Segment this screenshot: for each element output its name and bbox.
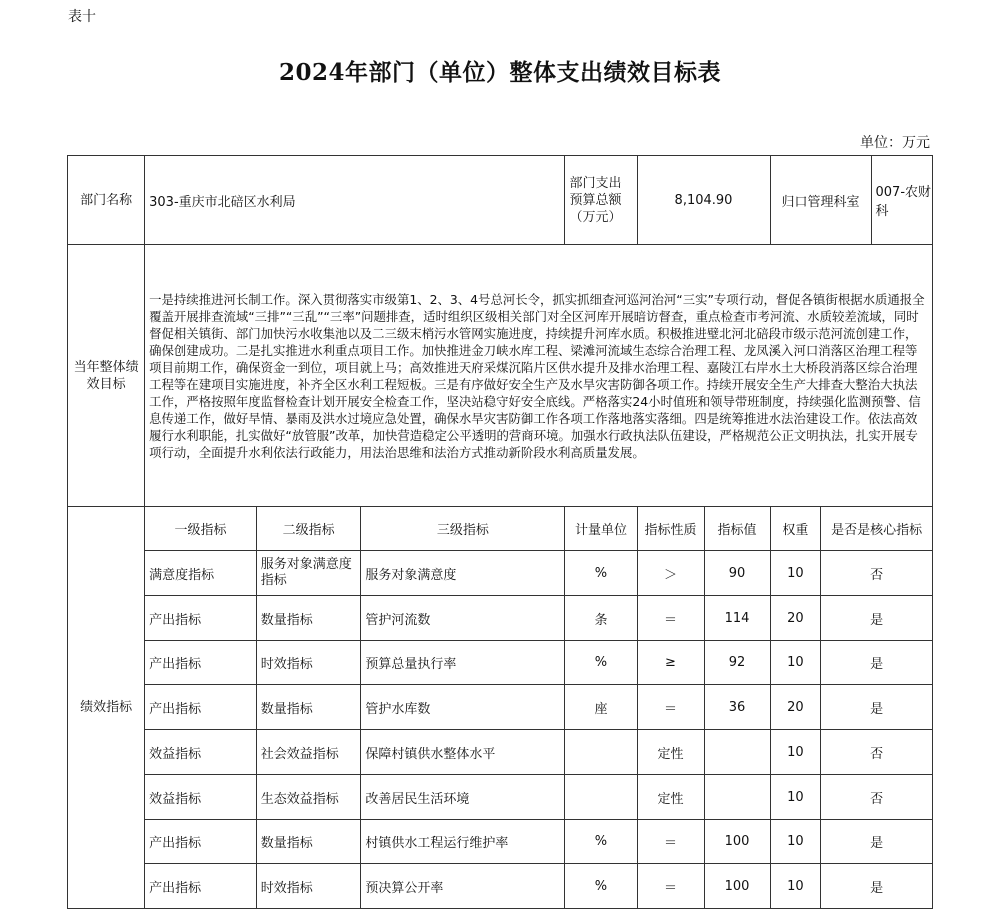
level2-cell: 时效指标	[256, 641, 361, 685]
level1-cell: 产出指标	[145, 596, 257, 641]
value-cell	[704, 775, 770, 820]
level2-cell: 数量指标	[256, 596, 361, 641]
weight-cell: 10	[770, 641, 821, 685]
table-row	[68, 820, 933, 864]
dept-name-value: 303-重庆市北碚区水利局	[145, 156, 565, 245]
unit-cell	[565, 775, 637, 820]
header-nature: 指标性质	[637, 507, 704, 551]
header-unit: 计量单位	[565, 507, 637, 551]
indicator-section-label: 绩效指标	[68, 507, 145, 909]
mgmt-dept-value: 007-农财科	[875, 185, 932, 219]
header-level2: 二级指标	[256, 507, 361, 551]
nature-cell: ＝	[637, 820, 704, 864]
value-cell: 100	[704, 820, 770, 864]
weight-cell: 20	[770, 596, 821, 641]
header-weight: 权重	[770, 507, 821, 551]
core-cell: 否	[821, 775, 933, 820]
weight-cell: 10	[770, 551, 821, 596]
level1-cell: 效益指标	[145, 730, 257, 775]
level3-cell: 服务对象满意度	[361, 551, 565, 596]
level2-cell: 社会效益指标	[256, 730, 361, 775]
table-row	[68, 685, 933, 730]
indicator-header-row	[68, 507, 933, 551]
value-cell: 100	[704, 864, 770, 909]
unit-cell: %	[565, 551, 637, 596]
core-cell: 否	[821, 551, 933, 596]
level2-cell: 生态效益指标	[256, 775, 361, 820]
unit-label: 单位：万元	[860, 135, 930, 151]
core-cell: 是	[821, 820, 933, 864]
annual-goal-label: 当年整体绩效目标	[68, 245, 145, 507]
level1-cell: 产出指标	[145, 685, 257, 730]
nature-cell: ＝	[637, 864, 704, 909]
annual-goal-row	[68, 245, 933, 507]
weight-cell: 10	[770, 820, 821, 864]
value-cell: 92	[704, 641, 770, 685]
level1-cell: 效益指标	[145, 775, 257, 820]
table-number-label: 表十	[68, 9, 96, 25]
weight-cell: 10	[770, 775, 821, 820]
level3-cell: 预决算公开率	[361, 864, 565, 909]
level2-cell: 时效指标	[256, 864, 361, 909]
budget-total-value: 8,104.90	[637, 156, 770, 245]
nature-cell: 定性	[637, 730, 704, 775]
core-cell: 是	[821, 864, 933, 909]
nature-cell: ＞	[637, 551, 704, 596]
value-cell: 36	[704, 685, 770, 730]
annual-goal-text: 一是持续推进河长制工作。深入贯彻落实市级第1、2、3、4号总河长令，抓实抓细查河巡河治河“三实”专项行动，督促各镇街根据水质通报全覆盖开展排查流域“三排”“三乱”“三率”问题排查，适时组织区级相关部门对全区河库开展暗访督查，重点检查市考河流、水质较差流域，同时督促相关镇街、部门加快污水收集池以及二三级末梢污水管网实施进度，持续提升河库水质。积极推进璧北河北碚段市级示范河流创建工作，确保创建成功。二是扎实推进水利重点项目工作。加快推进金刀峡水库工程、梁滩河流域生态综合治理工程、龙凤溪入河口消落区治理工程等项目前期工作，确保资金一到位，项目就上马；高效推进天府采煤沉陷片区供水提升及排水治理工程、嘉陵江右岸水土大桥段消落区综合治理工程等在建项目实施进度，补齐全区水利工程短板。三是有序做好安全生产及水旱灾害防御各项工作。持续开展安全生产大排查大整治大执法工作，严格按照年度监督检查计划开展安全检查工作，坚决站稳守好安全底线。严格落实24小时值班和领导带班制度，持续强化监测预警、信息传递工作，做好旱情、暴雨及洪水过境应急处置，确保水旱灾害防御工作各项工作落地落实落细。四是统筹推进水法治建设工作。依法高效履行水利职能，扎实做好“放管服”改革，加快营造稳定公平透明的营商环境。加强水行政执法队伍建设，严格规范公正文明执法，扎实开展专项行动，全面提升水利依法行政能力，用法治思维和法治方式推动新阶段水利高质量发展。	[145, 245, 933, 507]
level1-cell: 产出指标	[145, 820, 257, 864]
table-row	[68, 641, 933, 685]
core-cell: 否	[821, 730, 933, 775]
weight-cell: 20	[770, 685, 821, 730]
unit-cell: %	[565, 641, 637, 685]
level3-cell: 管护河流数	[361, 596, 565, 641]
page-title: 2024年部门（单位）整体支出绩效目标表	[278, 59, 721, 86]
core-cell: 是	[821, 596, 933, 641]
nature-cell: ≥	[637, 641, 704, 685]
mgmt-cell	[770, 156, 933, 245]
weight-cell: 10	[770, 864, 821, 909]
level3-cell: 改善居民生活环境	[361, 775, 565, 820]
table-row	[68, 551, 933, 596]
budget-total-label: 部门支出预算总额（万元）	[565, 156, 637, 245]
level1-cell: 产出指标	[145, 641, 257, 685]
level3-cell: 村镇供水工程运行维护率	[361, 820, 565, 864]
performance-target-table	[67, 155, 933, 909]
level2-cell: 数量指标	[256, 820, 361, 864]
core-cell: 是	[821, 641, 933, 685]
value-cell	[704, 730, 770, 775]
nature-cell: ＝	[637, 685, 704, 730]
value-cell: 114	[704, 596, 770, 641]
level3-cell: 保障村镇供水整体水平	[361, 730, 565, 775]
dept-name-label: 部门名称	[68, 156, 145, 245]
header-core: 是否是核心指标	[821, 507, 933, 551]
mgmt-dept-label: 归口管理科室	[771, 156, 872, 244]
table-row	[68, 864, 933, 909]
level2-cell: 数量指标	[256, 685, 361, 730]
value-cell: 90	[704, 551, 770, 596]
level1-cell: 满意度指标	[145, 551, 257, 596]
unit-cell: 条	[565, 596, 637, 641]
core-cell: 是	[821, 685, 933, 730]
table-row	[68, 775, 933, 820]
level2-cell: 服务对象满意度指标	[256, 551, 361, 596]
unit-cell	[565, 730, 637, 775]
level3-cell: 管护水库数	[361, 685, 565, 730]
header-level3: 三级指标	[361, 507, 565, 551]
dept-info-row	[68, 156, 933, 245]
header-value: 指标值	[704, 507, 770, 551]
level3-cell: 预算总量执行率	[361, 641, 565, 685]
table-row	[68, 596, 933, 641]
table-row	[68, 730, 933, 775]
nature-cell: ＝	[637, 596, 704, 641]
unit-cell: 座	[565, 685, 637, 730]
nature-cell: 定性	[637, 775, 704, 820]
unit-cell: %	[565, 820, 637, 864]
level1-cell: 产出指标	[145, 864, 257, 909]
header-level1: 一级指标	[145, 507, 257, 551]
weight-cell: 10	[770, 730, 821, 775]
unit-cell: %	[565, 864, 637, 909]
